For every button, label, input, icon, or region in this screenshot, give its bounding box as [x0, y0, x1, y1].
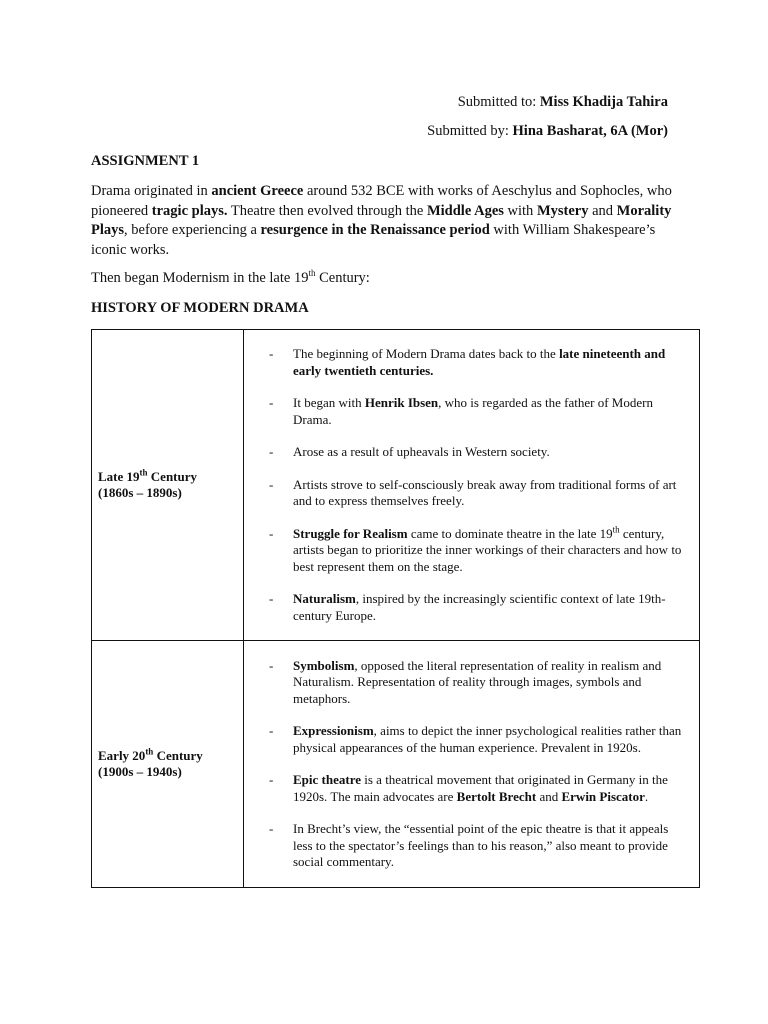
- superscript: th: [145, 746, 154, 757]
- submitted-by-label: Submitted by:: [427, 123, 513, 139]
- superscript: th: [139, 467, 148, 478]
- item-bold: Struggle for Realism: [293, 525, 408, 541]
- item-bold: Naturalism: [293, 591, 356, 606]
- submitted-by-name: Hina Basharat, 6A (Mor): [512, 123, 668, 139]
- content-cell: [244, 641, 700, 888]
- submitted-to-line: [458, 94, 668, 111]
- item-text: came to dominate theatre in the late 19: [407, 525, 613, 541]
- superscript: th: [612, 524, 620, 535]
- dash-bullet: -: [269, 657, 274, 673]
- superscript: th: [308, 268, 316, 279]
- item-text: The beginning of Modern Drama dates back to the: [293, 346, 560, 361]
- dash-bullet: -: [269, 821, 274, 836]
- item-text: It began with: [293, 395, 365, 410]
- item-bold: Symbolism: [293, 657, 355, 673]
- item-text: and: [536, 788, 562, 804]
- bullet-list: [269, 658, 689, 871]
- period-label: Century: [147, 469, 198, 484]
- period-label: Late 19: [98, 469, 140, 484]
- dash-bullet: -: [269, 444, 274, 459]
- item-bold: Expressionism: [293, 723, 374, 738]
- list-item: [269, 477, 689, 510]
- intro-text: , before experiencing a: [124, 222, 261, 238]
- submitted-to-label: Submitted to:: [457, 94, 540, 110]
- intro-text: with: [503, 202, 537, 219]
- content-cell: [244, 330, 700, 641]
- list-item: [269, 526, 689, 576]
- period-cell: [92, 330, 244, 641]
- item-bold: Henrik Ibsen: [364, 395, 439, 410]
- intro-text: around 532 BCE with works of Aeschylus and Sophocles, who pioneered: [91, 183, 672, 219]
- modernism-line: [91, 270, 370, 287]
- period-label: Century: [153, 748, 203, 763]
- intro-bold: Morality Plays: [91, 202, 672, 238]
- item-text: , who is regarded as the father of Modern Drama.: [293, 395, 653, 427]
- intro-text: and: [588, 202, 617, 219]
- list-item: [269, 444, 689, 461]
- intro-text: Theatre then evolved through the: [227, 202, 427, 219]
- intro-paragraph: [91, 182, 681, 260]
- history-title: HISTORY OF MODERN DRAMA: [91, 300, 309, 316]
- assignment-title: ASSIGNMENT 1: [91, 153, 200, 169]
- item-bold: Bertolt Brecht: [456, 788, 537, 804]
- item-text: , aims to depict the inner psychological realities rather than physical appearances of the human experience. Prevalent in 1920s.: [293, 723, 682, 755]
- list-item: [269, 723, 689, 756]
- item-text: is a theatrical movement that originated in Germany in the 1920s. The main advocates are: [293, 772, 668, 804]
- list-item: [269, 346, 689, 379]
- intro-bold: tragic plays.: [151, 202, 228, 219]
- item-text: In Brecht’s view, the “essential point of the epic theatre is that it appeals less to the spectator’s feelings than to his reason,” also meant to provide social commentary.: [293, 821, 669, 869]
- submitted-to-name: Miss Khadija Tahira: [539, 94, 668, 110]
- list-item: [269, 591, 689, 624]
- item-text: century, artists began to prioritize the inner workings of their characters and how to best represent them on the stage.: [293, 525, 682, 574]
- period-range: (1860s – 1890s): [98, 485, 182, 500]
- modernism-text: Then began Modernism in the late 19: [91, 270, 309, 286]
- table-row: [92, 641, 700, 888]
- list-item: [269, 821, 689, 871]
- dash-bullet: -: [269, 723, 274, 738]
- period-range: (1900s – 1940s): [98, 764, 182, 779]
- dash-bullet: -: [269, 772, 274, 787]
- intro-text: with William Shakespeare’s iconic works.: [91, 222, 656, 258]
- item-text: Artists strove to self-consciously break away from traditional forms of art and to express themselves freely.: [293, 476, 677, 508]
- list-item: [269, 395, 689, 428]
- bullet-list: [269, 346, 689, 624]
- intro-bold: resurgence in the Renaissance period: [260, 222, 490, 238]
- list-item: [269, 658, 689, 708]
- intro-bold: ancient Greece: [211, 183, 304, 199]
- dash-bullet: -: [269, 395, 274, 410]
- dash-bullet: -: [269, 476, 274, 492]
- table-row: [92, 330, 700, 641]
- item-text: , opposed the literal representation of reality in realism and Naturalism. Representation of reality through images, symbols and metaphors.: [293, 657, 662, 706]
- item-text: , inspired by the increasingly scientific context of late 19th-century Europe.: [293, 591, 666, 623]
- period-cell: [92, 641, 244, 888]
- period-label: Early 20: [98, 748, 146, 763]
- submitted-by-line: [427, 123, 668, 140]
- history-table: [91, 329, 700, 888]
- dash-bullet: -: [269, 591, 274, 606]
- item-bold: Epic theatre: [293, 772, 361, 787]
- intro-bold: Mystery: [536, 202, 589, 219]
- item-text: Arose as a result of upheavals in Western society.: [293, 444, 550, 459]
- item-text: .: [644, 788, 649, 804]
- dash-bullet: -: [269, 525, 274, 541]
- modernism-text: Century:: [315, 270, 370, 286]
- list-item: [269, 772, 689, 805]
- intro-text: Drama originated in: [91, 183, 212, 199]
- intro-bold: Middle Ages: [426, 202, 504, 219]
- item-bold: Erwin Piscator: [561, 788, 645, 804]
- item-bold: late nineteenth and early twentieth centuries.: [293, 346, 666, 378]
- dash-bullet: -: [269, 346, 274, 361]
